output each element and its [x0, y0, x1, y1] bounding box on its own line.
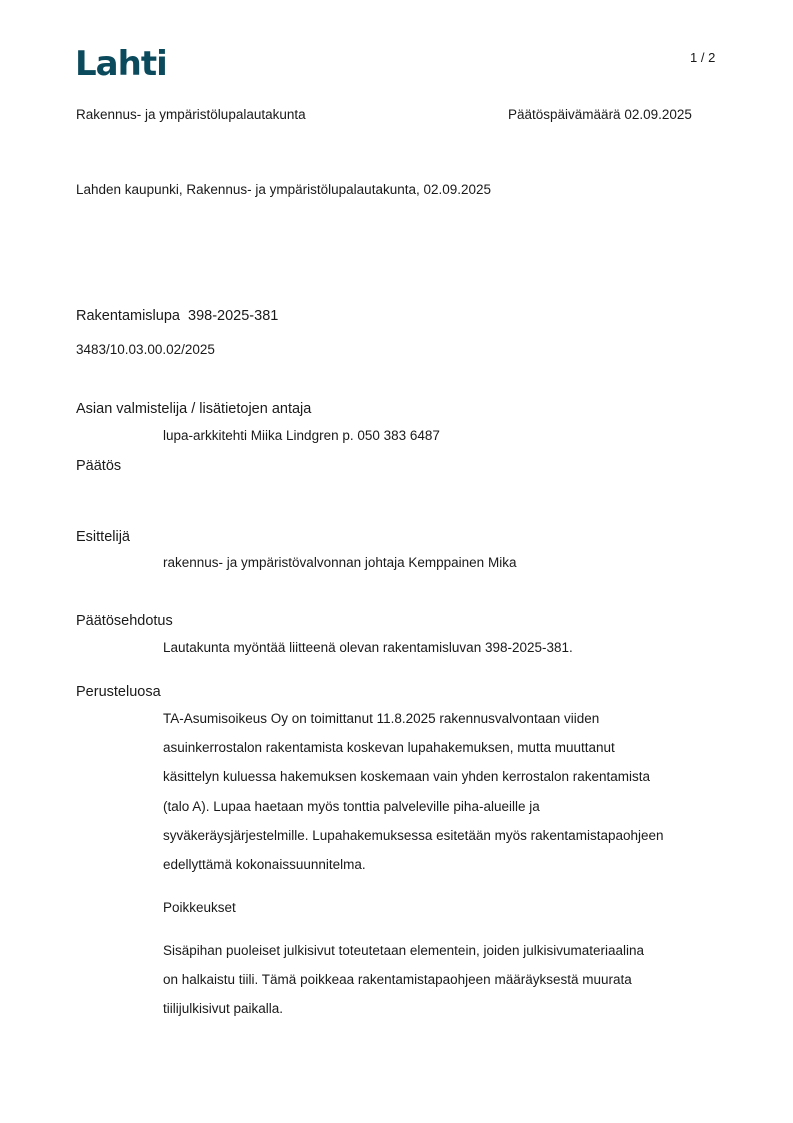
lahti-logo: Lahti	[75, 44, 167, 84]
document-title: Rakentamislupa 398-2025-381	[76, 308, 279, 324]
rationale-heading: Perusteluosa	[76, 684, 161, 700]
decision-date: Päätöspäivämäärä 02.09.2025	[508, 107, 692, 122]
record-number: 3483/10.03.00.02/2025	[76, 342, 215, 357]
preparer-heading: Asian valmistelija / lisätietojen antaja	[76, 401, 312, 417]
document-subtitle: Lahden kaupunki, Rakennus- ja ympäristölupalautakunta, 02.09.2025	[76, 182, 492, 197]
board-name: Rakennus- ja ympäristölupalautakunta	[76, 107, 306, 122]
rationale-line: edellyttämä kokonaissuunnitelma.	[163, 857, 366, 873]
page-number: 1 / 2	[690, 50, 716, 65]
exceptions-line: tiilijulkisivut paikalla.	[163, 1001, 284, 1017]
exceptions-paragraph	[163, 936, 723, 1024]
presenter-info: rakennus- ja ympäristövalvonnan johtaja Kemppainen Mika	[163, 555, 517, 570]
preparer-info: lupa-arkkitehti Miika Lindgren p. 050 383 6487	[163, 428, 440, 443]
rationale-paragraph	[163, 704, 723, 879]
decision-heading: Päätös	[76, 458, 122, 474]
proposal-text: Lautakunta myöntää liitteenä olevan rakentamisluvan 398-2025-381.	[163, 640, 573, 655]
proposal-heading: Päätösehdotus	[76, 613, 173, 629]
rationale-line: TA-Asumisoikeus Oy on toimittanut 11.8.2025 rakennusvalvontaan viiden	[163, 711, 600, 726]
presenter-heading: Esittelijä	[76, 529, 130, 545]
rationale-line: käsittelyn kuluessa hakemuksen koskemaan vain yhden kerrostalon rakentamista	[163, 769, 651, 785]
rationale-line: asuinkerrostalon rakentamista koskevan lupahakemuksen, mutta muuttanut	[163, 740, 615, 756]
exceptions-line: Sisäpihan puoleiset julkisivut toteutetaan elementein, joiden julkisivumateriaalina	[163, 943, 645, 958]
rationale-line: syväkeräysjärjestelmille. Lupahakemuksessa esitetään myös rakentamistapaohjeen	[163, 827, 664, 843]
exceptions-heading: Poikkeukset	[163, 900, 236, 915]
rationale-line: (talo A). Lupaa haetaan myös tonttia palveleville piha-alueille ja	[163, 798, 540, 814]
exceptions-line: on halkaistu tiili. Tämä poikkeaa rakentamistapaohjeen määräyksestä muurata	[163, 972, 632, 988]
